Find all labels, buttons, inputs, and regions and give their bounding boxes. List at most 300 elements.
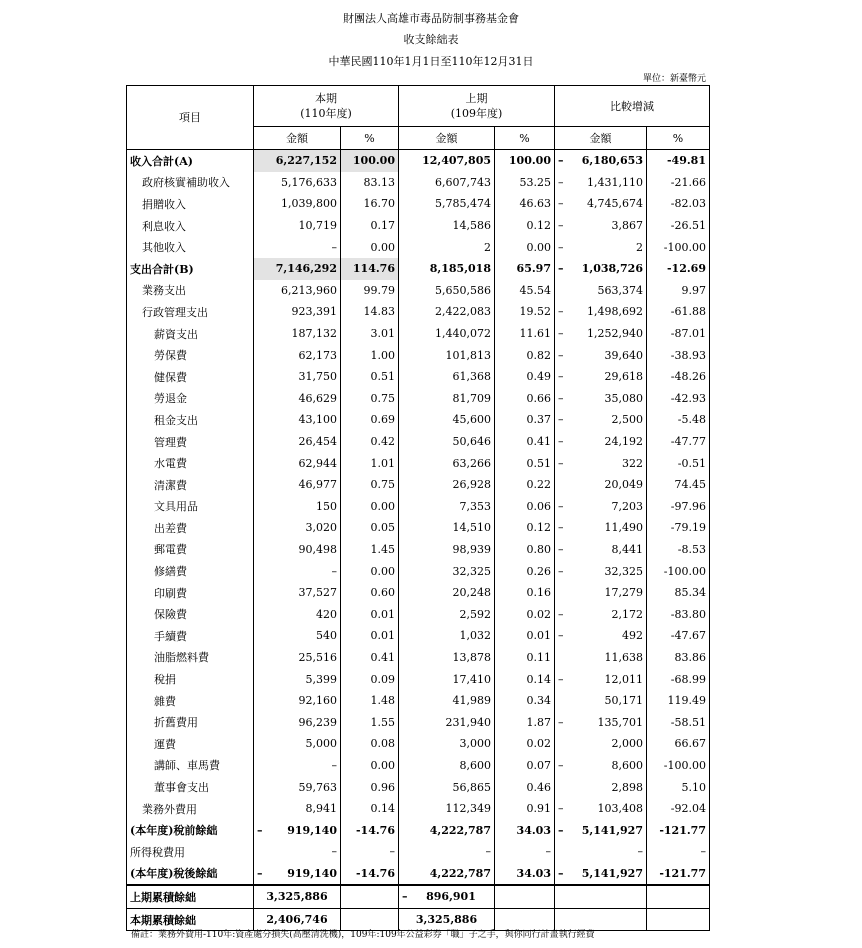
change-amount: [555, 711, 647, 733]
change-percent: 85.34: [647, 582, 710, 604]
change-percent: -26.51: [647, 215, 710, 237]
amount-value: 13,878: [452, 650, 491, 664]
amount-value: 3,020: [305, 521, 337, 535]
table-row: [127, 863, 710, 886]
table-row: [127, 798, 710, 820]
amount-value: 41,989: [452, 694, 491, 708]
amount-value: 56,865: [452, 780, 491, 794]
previous-amount: [399, 690, 495, 712]
change-amount: [555, 431, 647, 453]
amount-value: 39,640: [604, 348, 643, 362]
amount-value: 187,132: [291, 327, 337, 341]
negative-sign: –: [558, 262, 564, 276]
table-row: [127, 496, 710, 518]
previous-percent: 0.82: [495, 344, 555, 366]
amount-value: 26,928: [452, 478, 491, 492]
table-row: [127, 625, 710, 647]
current-percent: 0.42: [341, 431, 399, 453]
current-percent: 0.96: [341, 776, 399, 798]
previous-percent: 1.87: [495, 711, 555, 733]
change-amount: [555, 496, 647, 518]
change-amount: [555, 776, 647, 798]
current-percent: 100.00: [341, 150, 399, 172]
previous-amount: [399, 280, 495, 302]
table-row: [127, 755, 710, 777]
previous-amount: [399, 668, 495, 690]
change-percent: -48.26: [647, 366, 710, 388]
current-percent: 0.01: [341, 625, 399, 647]
amount-value: 1,032: [459, 629, 491, 643]
change-amount: [555, 647, 647, 669]
current-percent: -14.76: [341, 863, 399, 886]
amount-value: 61,368: [452, 370, 491, 384]
row-label: 稅捐: [127, 668, 254, 690]
amount-value: 4,222,787: [429, 866, 491, 880]
negative-sign: –: [558, 327, 564, 341]
table-row: [127, 517, 710, 539]
negative-sign: –: [257, 866, 263, 880]
table-row: [127, 388, 710, 410]
previous-percent: 0.80: [495, 539, 555, 561]
change-amount: [555, 193, 647, 215]
current-percent: 1.55: [341, 711, 399, 733]
previous-amount: [399, 885, 495, 908]
current-amount: [254, 603, 341, 625]
current-percent: 0.00: [341, 236, 399, 258]
empty-cell: [495, 885, 555, 908]
previous-percent: 0.07: [495, 755, 555, 777]
row-label: 雜費: [127, 690, 254, 712]
amount-value: 2: [484, 240, 491, 254]
change-percent: 5.10: [647, 776, 710, 798]
change-amount: [555, 863, 647, 886]
negative-sign: –: [402, 890, 408, 904]
previous-percent: 34.03: [495, 819, 555, 841]
row-label: 行政管理支出: [127, 301, 254, 323]
amount-value: 46,977: [298, 478, 337, 492]
current-amount: [254, 215, 341, 237]
header-amount: 金額: [555, 127, 647, 150]
row-label: 董事會支出: [127, 776, 254, 798]
current-amount: [254, 819, 341, 841]
amount-value: 4,745,674: [587, 197, 643, 211]
amount-value: 45,600: [452, 413, 491, 427]
current-amount: [254, 863, 341, 886]
change-amount: [555, 301, 647, 323]
header-change: 比較增減: [555, 86, 710, 127]
row-label: 支出合計(B): [127, 258, 254, 280]
amount-value: 17,410: [452, 672, 491, 686]
amount-value: 8,600: [459, 758, 491, 772]
previous-percent: 0.91: [495, 798, 555, 820]
amount-value: 563,374: [597, 283, 643, 297]
current-percent: 0.00: [341, 560, 399, 582]
previous-amount: [399, 582, 495, 604]
amount-value: 62,173: [298, 348, 337, 362]
previous-percent: 0.49: [495, 366, 555, 388]
amount-value: 98,939: [452, 542, 491, 556]
previous-amount: [399, 258, 495, 280]
table-row: [127, 280, 710, 302]
current-amount: [254, 755, 341, 777]
change-amount: [555, 474, 647, 496]
current-amount: [254, 172, 341, 194]
previous-percent: 0.14: [495, 668, 555, 690]
empty-cell: [341, 885, 399, 908]
amount-value: 17,279: [604, 586, 643, 600]
previous-amount: [399, 647, 495, 669]
negative-sign: –: [558, 866, 564, 880]
current-amount: [254, 431, 341, 453]
amount-value: 14,510: [452, 521, 491, 535]
current-amount: [254, 582, 341, 604]
row-label: 健保費: [127, 366, 254, 388]
current-percent: 1.01: [341, 452, 399, 474]
amount-value: 32,325: [452, 564, 491, 578]
amount-value: 37,527: [298, 586, 337, 600]
change-percent: 66.67: [647, 733, 710, 755]
negative-sign: –: [558, 370, 564, 384]
current-amount: [254, 150, 341, 172]
change-amount: [555, 323, 647, 345]
current-percent: 0.17: [341, 215, 399, 237]
negative-sign: –: [558, 823, 564, 837]
amount-value: 1,039,800: [281, 197, 337, 211]
current-amount: [254, 236, 341, 258]
change-percent: -5.48: [647, 409, 710, 431]
header-percent: %: [647, 127, 710, 150]
current-percent: 83.13: [341, 172, 399, 194]
current-amount: [254, 474, 341, 496]
table-row: [127, 323, 710, 345]
current-amount: [254, 193, 341, 215]
previous-amount: [399, 431, 495, 453]
change-amount: [555, 539, 647, 561]
change-percent: 74.45: [647, 474, 710, 496]
amount-value: 492: [622, 629, 643, 643]
negative-sign: –: [558, 715, 564, 729]
amount-value: 103,408: [597, 802, 643, 816]
table-row: [127, 711, 710, 733]
amount-value: 112,349: [445, 802, 491, 816]
row-label: 手續費: [127, 625, 254, 647]
previous-amount: [399, 819, 495, 841]
change-amount: [555, 258, 647, 280]
amount-value: 322: [622, 456, 643, 470]
row-label: 修繕費: [127, 560, 254, 582]
amount-value: 919,140: [287, 866, 337, 880]
accumulated-row: [127, 885, 710, 908]
amount-value: 1,252,940: [587, 327, 643, 341]
negative-sign: –: [558, 564, 564, 578]
change-percent: -61.88: [647, 301, 710, 323]
header-amount: 金額: [254, 127, 341, 150]
amount-value: 20,049: [604, 478, 643, 492]
previous-amount: [399, 755, 495, 777]
amount-value: 96,239: [298, 715, 337, 729]
table-row: [127, 582, 710, 604]
amount-value: 20,248: [452, 586, 491, 600]
previous-amount: [399, 193, 495, 215]
previous-percent: 0.11: [495, 647, 555, 669]
table-row: [127, 431, 710, 453]
previous-percent: 0.02: [495, 603, 555, 625]
row-label: 勞保費: [127, 344, 254, 366]
previous-percent: 0.06: [495, 496, 555, 518]
current-amount: [254, 366, 341, 388]
negative-sign: –: [558, 607, 564, 621]
row-label: 利息收入: [127, 215, 254, 237]
amount-value: 8,600: [611, 758, 643, 772]
change-amount: [555, 366, 647, 388]
previous-percent: 65.97: [495, 258, 555, 280]
change-amount: [555, 603, 647, 625]
amount-value: 6,227,152: [275, 154, 337, 168]
current-amount: [254, 258, 341, 280]
change-amount: [555, 690, 647, 712]
amount-value: 7,353: [459, 499, 491, 513]
row-label: 收入合計(A): [127, 150, 254, 172]
statement-period: 中華民國110年1月1日至110年12月31日: [328, 55, 534, 68]
change-percent: 119.49: [647, 690, 710, 712]
change-amount: [555, 668, 647, 690]
previous-amount: [399, 733, 495, 755]
amount-value: 59,763: [298, 780, 337, 794]
current-percent: 1.00: [341, 344, 399, 366]
amount-value: –: [331, 564, 337, 578]
amount-value: 7,146,292: [275, 262, 337, 276]
previous-amount: [399, 776, 495, 798]
current-percent: 3.01: [341, 323, 399, 345]
row-label: 運費: [127, 733, 254, 755]
current-percent: 0.01: [341, 603, 399, 625]
amount-value: 2: [636, 240, 643, 254]
current-percent: 0.69: [341, 409, 399, 431]
negative-sign: –: [558, 391, 564, 405]
current-amount: [254, 452, 341, 474]
table-row: [127, 344, 710, 366]
table-row: [127, 776, 710, 798]
row-label: 講師、車馬費: [127, 755, 254, 777]
current-amount: [254, 280, 341, 302]
amount-value: 420: [316, 607, 337, 621]
table-row: [127, 193, 710, 215]
row-label: 上期累積餘絀: [127, 885, 254, 908]
amount-value: –: [485, 845, 491, 859]
header-percent: %: [341, 127, 399, 150]
negative-sign: –: [558, 521, 564, 535]
amount-value: 4,222,787: [429, 823, 491, 837]
amount-value: 919,140: [287, 823, 337, 837]
current-percent: 14.83: [341, 301, 399, 323]
row-label: 租金支出: [127, 409, 254, 431]
change-amount: [555, 733, 647, 755]
previous-percent: 34.03: [495, 863, 555, 886]
current-amount: [254, 841, 341, 863]
amount-value: 35,080: [604, 391, 643, 405]
previous-percent: 0.41: [495, 431, 555, 453]
change-amount: [555, 172, 647, 194]
change-percent: -100.00: [647, 560, 710, 582]
change-percent: -100.00: [647, 755, 710, 777]
table-row: [127, 366, 710, 388]
previous-percent: 100.00: [495, 150, 555, 172]
amount-value: 31,750: [298, 370, 337, 384]
previous-percent: 0.02: [495, 733, 555, 755]
current-amount: [254, 323, 341, 345]
previous-amount: [399, 323, 495, 345]
current-amount: [254, 885, 341, 908]
current-amount: [254, 496, 341, 518]
header-amount: 金額: [399, 127, 495, 150]
current-percent: 0.09: [341, 668, 399, 690]
row-label: (本年度)稅後餘絀: [127, 863, 254, 886]
currency-unit: 單位：新臺幣元: [642, 74, 706, 84]
current-percent: 0.08: [341, 733, 399, 755]
table-row: [127, 668, 710, 690]
previous-percent: 0.00: [495, 236, 555, 258]
amount-value: 896,901: [426, 890, 476, 904]
table-row: [127, 474, 710, 496]
footnote: 備註：業務外費用-110年:資產處分損失(高壓清洗機)，109年:109年公益彩券「職」子之手，與你同行計畫執行經費: [131, 930, 595, 940]
previous-amount: [399, 172, 495, 194]
change-amount: [555, 150, 647, 172]
current-percent: 0.05: [341, 517, 399, 539]
amount-value: 92,160: [298, 694, 337, 708]
previous-amount: [399, 452, 495, 474]
negative-sign: –: [558, 435, 564, 449]
amount-value: 1,431,110: [587, 175, 643, 189]
previous-percent: 0.51: [495, 452, 555, 474]
amount-value: 8,441: [611, 542, 643, 556]
change-percent: -92.04: [647, 798, 710, 820]
table-row: [127, 452, 710, 474]
amount-value: 50,171: [604, 694, 643, 708]
row-label: 文具用品: [127, 496, 254, 518]
change-percent: 83.86: [647, 647, 710, 669]
amount-value: 25,516: [298, 650, 337, 664]
previous-percent: 45.54: [495, 280, 555, 302]
previous-amount: [399, 236, 495, 258]
change-amount: [555, 517, 647, 539]
previous-amount: [399, 711, 495, 733]
previous-percent: 0.01: [495, 625, 555, 647]
previous-amount: [399, 863, 495, 886]
amount-value: 2,000: [611, 737, 643, 751]
previous-amount: [399, 215, 495, 237]
row-label: (本年度)稅前餘絀: [127, 819, 254, 841]
change-amount: [555, 280, 647, 302]
negative-sign: –: [558, 240, 564, 254]
amount-value: 1,498,692: [587, 305, 643, 319]
previous-percent: 0.16: [495, 582, 555, 604]
change-amount: [555, 819, 647, 841]
previous-amount: [399, 539, 495, 561]
row-label: 本期累積餘絀: [127, 908, 254, 931]
change-amount: [555, 452, 647, 474]
previous-amount: [399, 344, 495, 366]
amount-value: –: [637, 845, 643, 859]
negative-sign: –: [558, 197, 564, 211]
previous-percent: 46.63: [495, 193, 555, 215]
previous-percent: 0.22: [495, 474, 555, 496]
amount-value: 24,192: [604, 435, 643, 449]
amount-value: 43,100: [298, 413, 337, 427]
current-percent: 0.41: [341, 647, 399, 669]
previous-amount: [399, 150, 495, 172]
current-amount: [254, 560, 341, 582]
current-percent: –: [341, 841, 399, 863]
change-amount: [555, 344, 647, 366]
previous-percent: 0.12: [495, 517, 555, 539]
negative-sign: –: [558, 154, 564, 168]
amount-value: 2,422,083: [435, 305, 491, 319]
table-row: [127, 409, 710, 431]
change-percent: -79.19: [647, 517, 710, 539]
amount-value: 26,454: [298, 435, 337, 449]
change-amount: [555, 841, 647, 863]
negative-sign: –: [558, 629, 564, 643]
amount-value: 6,180,653: [581, 154, 643, 168]
change-percent: -47.77: [647, 431, 710, 453]
previous-amount: [399, 603, 495, 625]
negative-sign: –: [558, 802, 564, 816]
row-label: 業務支出: [127, 280, 254, 302]
current-percent: 0.60: [341, 582, 399, 604]
table-row: [127, 603, 710, 625]
change-percent: -121.77: [647, 819, 710, 841]
empty-cell: [555, 885, 647, 908]
amount-value: 5,399: [305, 672, 337, 686]
change-percent: -82.03: [647, 193, 710, 215]
row-label: 油脂燃料費: [127, 647, 254, 669]
header-percent: %: [495, 127, 555, 150]
previous-amount: [399, 496, 495, 518]
amount-value: 32,325: [604, 564, 643, 578]
change-percent: -49.81: [647, 150, 710, 172]
previous-amount: [399, 474, 495, 496]
org-title: 財團法人高雄市毒品防制事務基金會: [343, 12, 519, 25]
header-item: 項目: [127, 86, 254, 150]
change-amount: [555, 560, 647, 582]
change-percent: 9.97: [647, 280, 710, 302]
current-amount: [254, 388, 341, 410]
change-amount: [555, 625, 647, 647]
current-amount: [254, 668, 341, 690]
row-label: 政府核實補助收入: [127, 172, 254, 194]
current-percent: 99.79: [341, 280, 399, 302]
current-percent: 0.00: [341, 755, 399, 777]
previous-amount: [399, 625, 495, 647]
negative-sign: –: [558, 175, 564, 189]
negative-sign: –: [558, 456, 564, 470]
change-amount: [555, 236, 647, 258]
current-percent: 1.48: [341, 690, 399, 712]
change-percent: -12.69: [647, 258, 710, 280]
current-amount: [254, 409, 341, 431]
change-amount: [555, 798, 647, 820]
change-percent: -21.66: [647, 172, 710, 194]
table-row: [127, 236, 710, 258]
change-percent: -42.93: [647, 388, 710, 410]
amount-value: 11,490: [604, 521, 643, 535]
change-percent: -38.93: [647, 344, 710, 366]
table-row: [127, 560, 710, 582]
amount-value: –: [331, 758, 337, 772]
amount-value: 8,185,018: [429, 262, 491, 276]
change-percent: -121.77: [647, 863, 710, 886]
income-expense-table: [126, 85, 710, 931]
